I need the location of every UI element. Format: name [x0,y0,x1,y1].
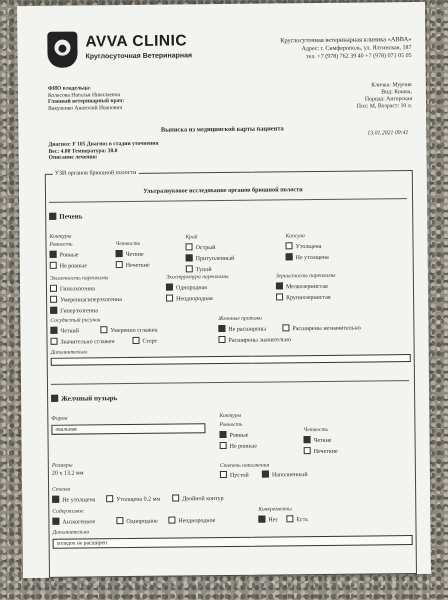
liver-hyper-option[interactable]: Гиперэхогенна [50,307,98,314]
doctor-label: Главный ветеринарный врач: [47,98,125,106]
liver-structure-label: Эхоструктура паренхимы [165,273,229,281]
liver-ducts-not-dilated-option[interactable]: Не расширены [218,326,266,333]
gallbladder-empty-option[interactable]: Пустой [220,472,249,479]
patient-species: Вид: Кошка, [381,89,412,96]
liver-title: Печень [49,212,82,220]
gallbladder-unclear-option[interactable]: Нечеткие [304,448,338,455]
patient-nickname: Кличка: Мурчик [371,82,412,89]
letterhead [47,28,412,61]
liver-vessels-erased-option[interactable]: Стерт [132,338,157,345]
liver-clarity-label: Четкость [115,240,141,248]
gallbladder-shape-label: Форма [51,415,68,422]
gallbladder-size-label: Размеры [51,462,73,469]
gallbladder-content-label: Содержимое [52,508,84,515]
gallbladder-stones-no-option[interactable]: Нет [258,516,278,523]
liver-coarse-grain-option[interactable]: Крупнозернистая [276,294,331,302]
liver-blunt-option[interactable]: Тупой [186,266,212,273]
gallbladder-wall-double-option[interactable]: Двойной контур [172,495,223,503]
liver-extra-label: Дополнительно [50,349,88,356]
gallbladder-wall-not-thick-option[interactable]: Не утолщена [52,496,95,503]
weight-temperature: Вес: 4.00 Температура: 38.0 [48,147,118,155]
liver-not-thickened-option[interactable]: Не утолщена [286,254,329,261]
liver-smooth-option[interactable]: Ровные [50,252,79,259]
gallbladder-full-option[interactable]: Наполненный [262,471,308,478]
liver-moderate-hyper-option[interactable]: Умереннагиперэхогенна [50,296,122,304]
liver-sharp-option[interactable]: Острый [186,244,216,251]
clinic-subtitle: Круглосуточная Ветеринарная [85,52,193,61]
owner-value: Колесова Наталья Николаевна [47,91,121,99]
gallbladder-anechoic-option[interactable]: Анэхогенное [52,518,95,525]
liver-vessels-clear-option[interactable]: Четкий [50,328,79,335]
clinic-name: AVVA CLINIC [85,32,188,51]
gallbladder-smooth-option[interactable]: Ровные [219,432,248,439]
document-date: 13.01.2021 09:41 [367,130,409,137]
liver-edge-label: Край [185,234,198,241]
liver-ducts-slightly-option[interactable]: Расширены незначительно [282,325,360,333]
gallbladder-wall-thick-option[interactable]: Утолщена 0.2 мм [106,496,160,504]
diagnosis-block [48,141,158,162]
gallbladder-contours-sub: Ровность [219,421,243,429]
clinic-phones: тел. +7 (978) 762 39 40 +7 (978) 071 05 05 [305,53,412,61]
liver-capsule-label: Капсула [285,233,305,240]
liver-ducts-label: Желчные протоки [218,315,262,323]
document-title: Выписка из медицинской карты пациента [160,125,284,134]
doctor-value: Вакуленко Анатолий Иванович [48,104,123,112]
gallbladder-stones-label: Конкременты [258,506,292,513]
liver-ducts-significantly-option[interactable]: Расширены значительно [218,336,290,344]
gallbladder-heterogeneous-option[interactable]: Неоднородное [168,517,215,524]
liver-vessels-significant-option[interactable]: Значительно сглажен [51,338,115,346]
gallbladder-shape-field[interactable]: овальная [51,423,205,435]
ultrasound-title: Ультразвуковое исследование органов брюшной полости [143,186,303,195]
gallbladder-extra-label: Дополнительно [52,529,90,536]
patient-sex-age: Пол: М, Возраст: 10 л. [356,103,413,110]
liver-thickened-option[interactable]: Утолщена [286,243,322,250]
gallbladder-size-value: 20 x 13.2 мм [51,470,84,477]
liver-vessels-label: Сосудистый рисунок [50,317,101,324]
liver-vessels-moderate-option[interactable]: Умеренно сглажен [100,327,157,335]
clinic-full-name: Круглосуточная ветеринарная клиника «АВВА» [280,36,412,45]
liver-not-smooth-option[interactable]: Не ровные [50,262,87,269]
liver-heterogeneous-option[interactable]: Неоднородная [166,295,213,302]
liver-contours-label: Контуры [49,233,72,240]
liver-grain-label: Зернистость паренхимы [275,272,336,280]
liver-homogeneous-option[interactable]: Однородная [166,284,207,291]
gallbladder-fill-label: Степень наполнения [219,462,270,470]
liver-rounded-option[interactable]: Притупленный [186,255,235,263]
clinic-logo-icon [47,32,77,68]
liver-echo-label: Эхогенность паренхимы [49,275,109,282]
gallbladder-stones-yes-option[interactable]: Есть [286,516,308,523]
gallbladder-not-smooth-option[interactable]: Не ровные [220,443,257,450]
owner-label: ФИО владельца: [47,85,92,92]
gallbladder-clarity-label: Четкость [303,426,329,434]
ultrasound-frame [45,170,417,578]
treatment-label: Описание лечения: [48,154,98,162]
owner-block [48,84,208,112]
gallbladder-extra-field[interactable]: холедох не расширен [53,535,413,549]
liver-hypo-option[interactable]: Гипоэхогенна [50,285,95,292]
gallbladder-title: Желчный пузырь [51,394,117,403]
clinic-address: Адрес: г. Симферополь, ул. Ялтинская, 187 [301,45,412,53]
liver-contours-sub: Ровность [49,241,73,248]
ultrasound-section-tab: УЗИ органов брюшной полости [54,169,137,177]
liver-unclear-option[interactable]: Нечеткие [116,262,150,269]
patient-block [357,82,413,111]
liver-fine-grain-option[interactable]: Мелкозернистая [276,283,328,291]
gallbladder-contours-label: Контуры [219,412,242,420]
gallbladder-checkbox[interactable] [51,395,58,402]
diagnosis: Диагноз: F 105 Диагноз в стадии уточнения [48,140,159,148]
gallbladder-wall-label: Стенка [52,486,71,493]
gallbladder-homogeneous-option[interactable]: Однородное [116,518,157,525]
liver-clear-option[interactable]: Четкие [116,251,144,258]
document-sheet [17,2,431,578]
liver-checkbox[interactable] [49,213,56,220]
gallbladder-clear-option[interactable]: Четкие [304,437,332,444]
clinic-contact [280,36,411,61]
patient-breed: Порода: Ангорская [364,96,413,103]
